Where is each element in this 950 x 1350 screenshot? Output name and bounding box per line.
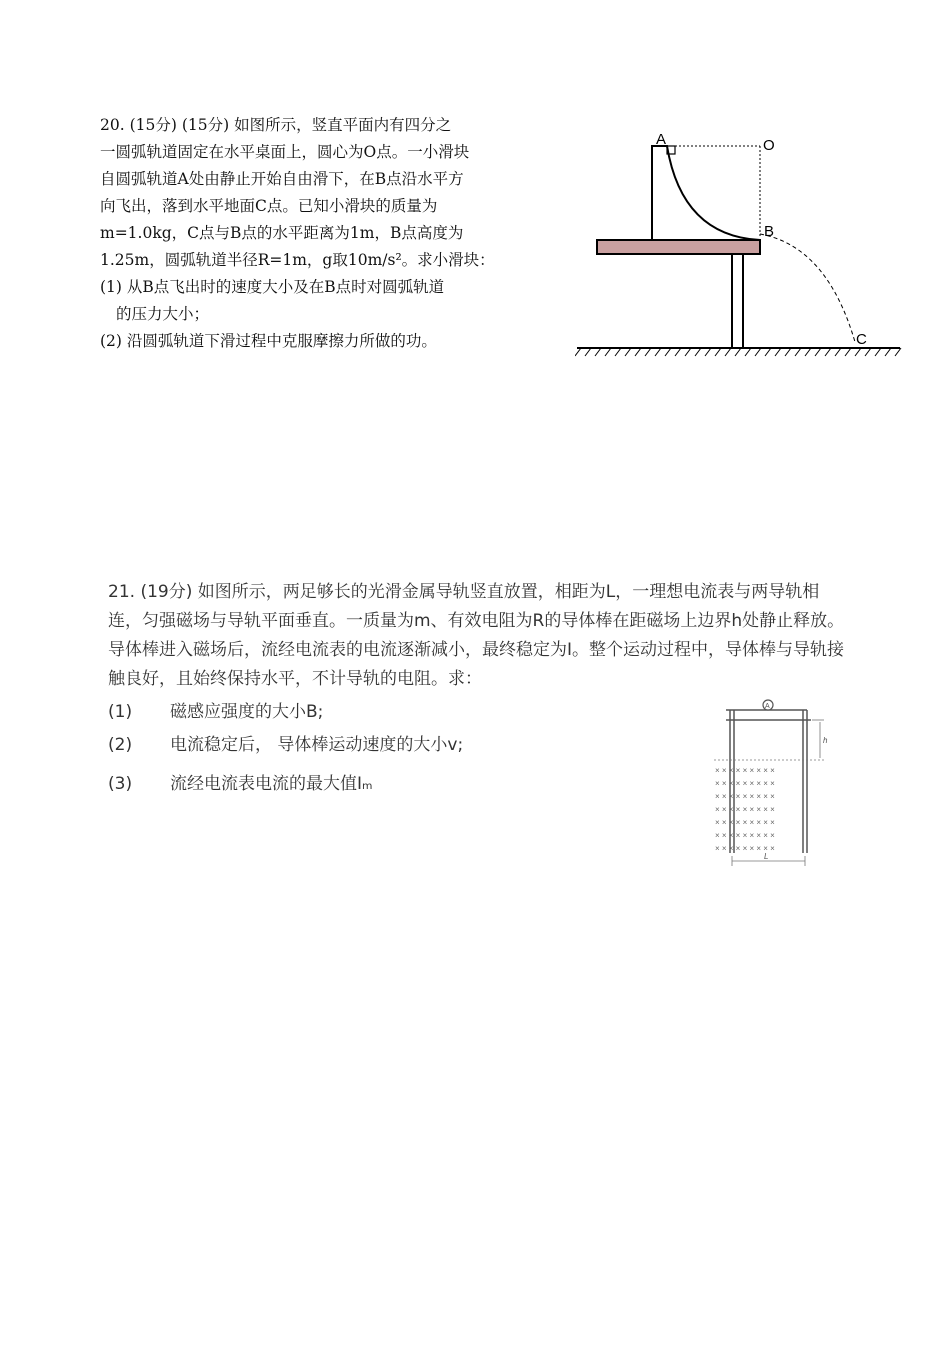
q21-item-num: (1) [108, 702, 133, 722]
label-O: O [763, 137, 775, 154]
q21-item-text: 磁感应强度的大小B; [170, 702, 324, 722]
svg-text:× × × × × × × × ×: × × × × × × × × × [715, 779, 775, 788]
table-leg [732, 254, 743, 348]
svg-text:× × × × × × × × ×: × × × × × × × × × [715, 805, 775, 814]
rail-diagram [712, 698, 830, 868]
q21-item-num: (3) [108, 774, 133, 794]
q20-header: 20. (15分) (15分) 如图所示，竖直平面内有四分之 [100, 116, 452, 134]
q20-sub2: (2) 沿圆弧轨道下滑过程中克服摩擦力所做的功。 [100, 332, 437, 350]
track-diagram [575, 128, 905, 360]
svg-text:× × × × × × × × ×: × × × × × × × × × [715, 844, 775, 853]
q20-figure [575, 128, 905, 360]
q21-figure [712, 698, 830, 868]
label-C: C [856, 331, 867, 348]
q20-sub1-cont: 的压力大小； [116, 305, 210, 323]
q21-item-text: 流经电流表电流的最大值Iₘ [170, 774, 373, 794]
ground-hatch [575, 348, 901, 356]
ammeter-label: A [765, 703, 770, 710]
svg-text:× × × × × × × × ×: × × × × × × × × × [715, 818, 775, 827]
arc-track [652, 146, 760, 240]
q21-item-num: (2) [108, 735, 133, 755]
q20-line: 一圆弧轨道固定在水平桌面上，圆心为O点。一小滑块 [100, 143, 470, 161]
q20-line: 自圆弧轨道A处由静止开始自由滑下，在B点沿水平方 [100, 170, 464, 188]
trajectory [760, 234, 855, 342]
label-L: L [764, 852, 769, 861]
question-20 [100, 112, 570, 355]
svg-text:× × × × × × × × ×: × × × × × × × × × [715, 792, 775, 801]
svg-text:× × × × × × × × ×: × × × × × × × × × [715, 831, 775, 840]
q20-sub1: (1) 从B点飞出时的速度大小及在B点时对圆弧轨道 [100, 278, 445, 296]
q21-header: 21. (19分) 如图所示，两足够长的光滑金属导轨竖直放置，相距为L，一理想电流表与两导轨相连，匀强磁场与导轨平面垂直。一质量为m、有效电阻为R的导体棒在距磁场上边界h处静止释放。导体棒进入磁场后，流经电流表的电流逐渐减小，最终稳定为I。整个运动过程中，导体棒与导轨接触良好，且始终保持水平，不计导轨的电阻。求： [108, 582, 845, 689]
svg-text:× × × × × × × × ×: × × × × × × × × × [715, 766, 775, 775]
label-A: A [656, 131, 667, 148]
table-top [597, 240, 760, 254]
label-h: h [823, 736, 828, 745]
magnetic-field [715, 766, 775, 853]
q20-line: m=1.0kg，C点与B点的水平距离为1m，B点高度为 [100, 224, 464, 242]
q20-line: 向飞出，落到水平地面C点。已知小滑块的质量为 [100, 197, 438, 215]
q21-item-text: 电流稳定后， 导体棒运动速度的大小v; [170, 735, 464, 755]
q20-line: 1.25m，圆弧轨道半径R=1m，g取10m/s²。求小滑块： [100, 251, 495, 269]
label-B: B [764, 223, 775, 240]
